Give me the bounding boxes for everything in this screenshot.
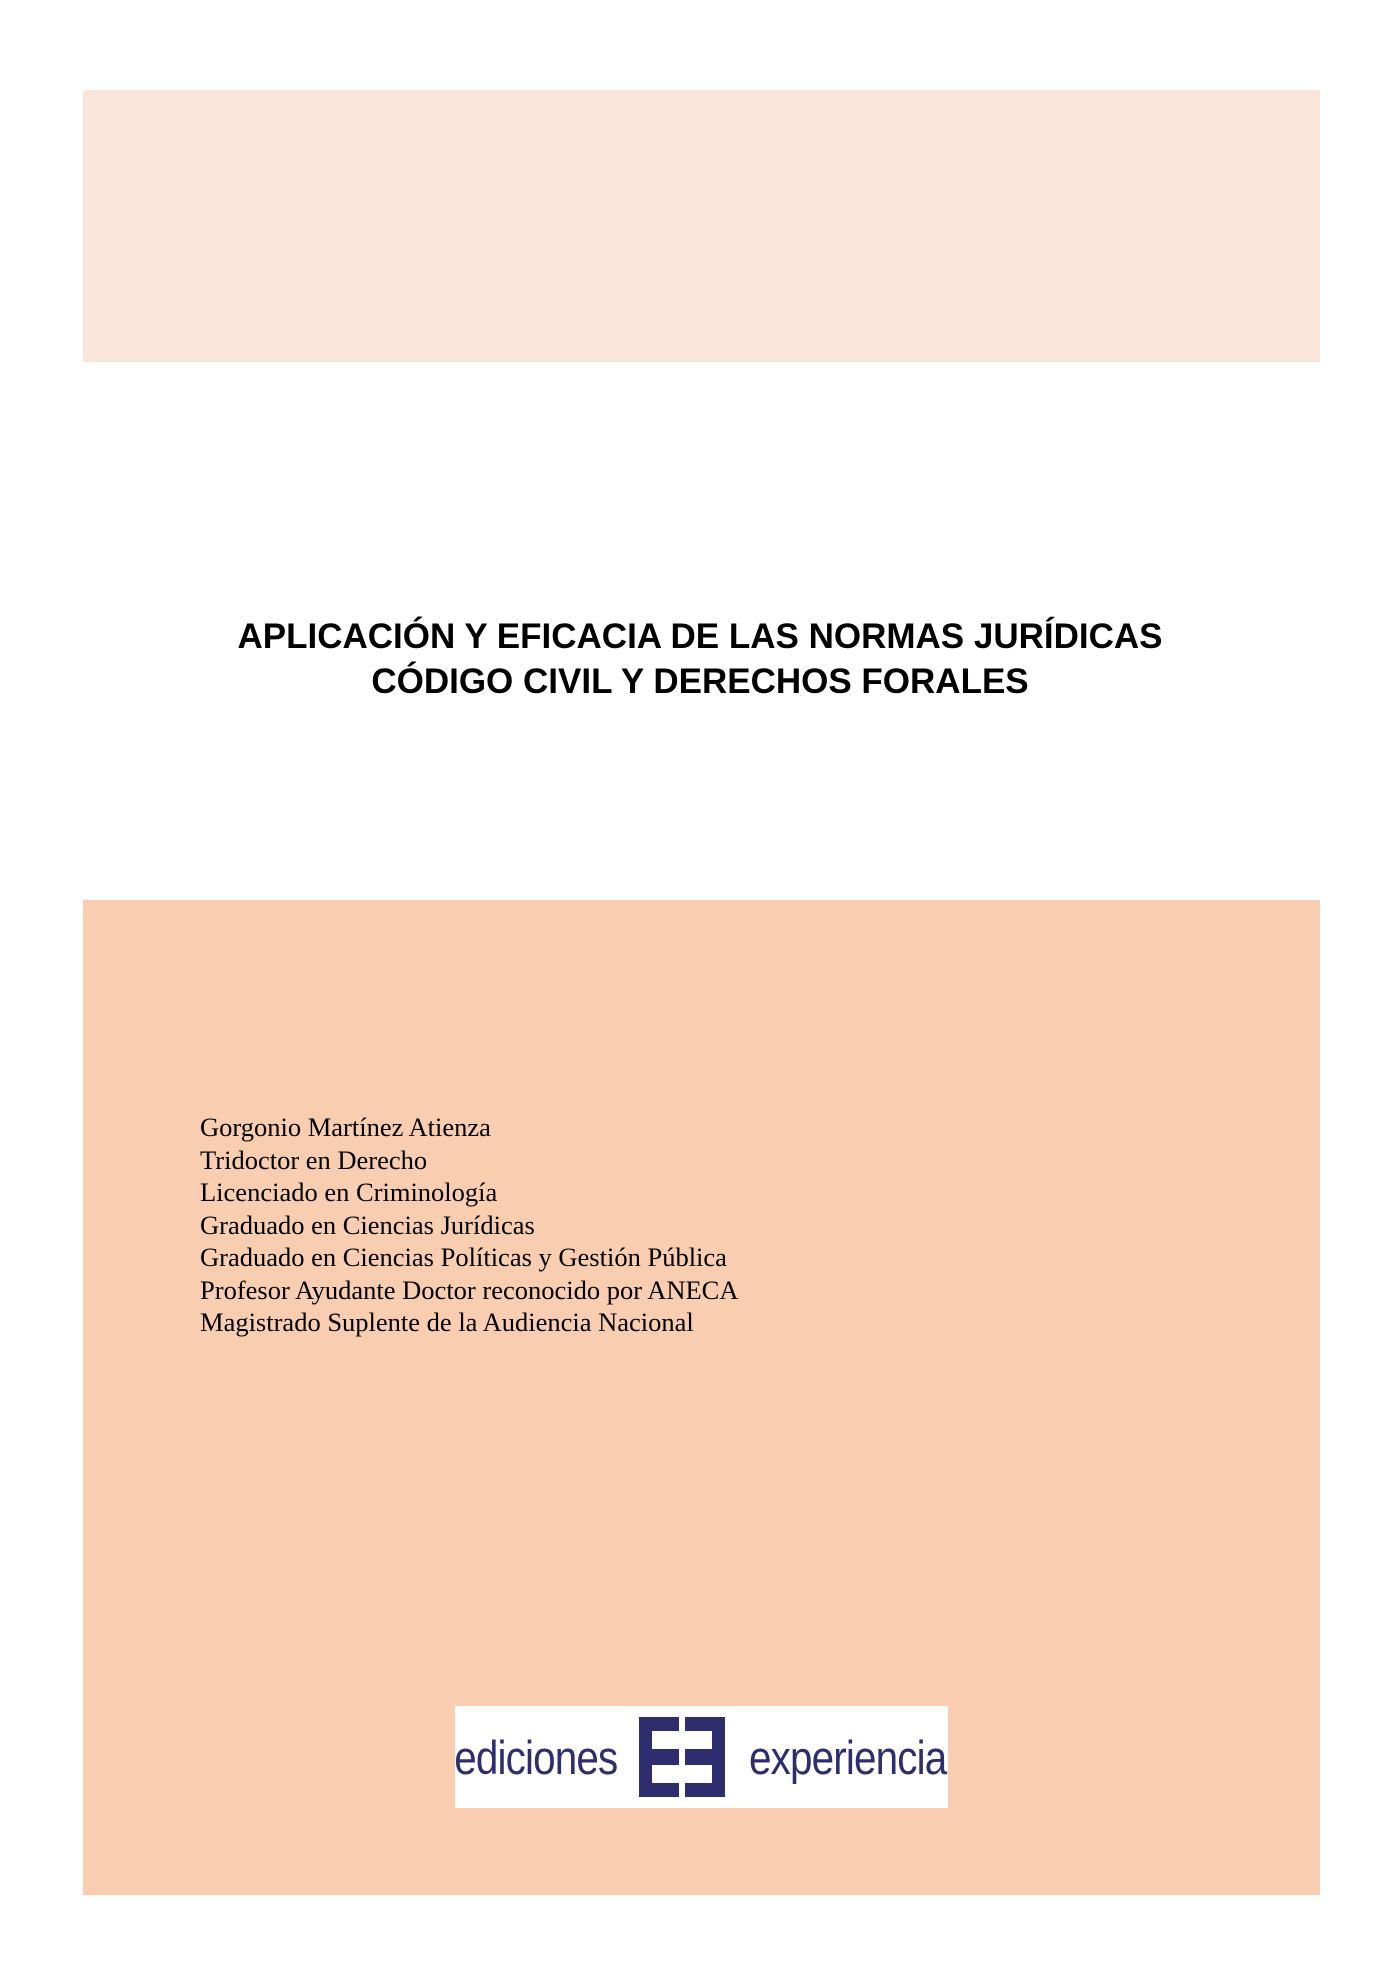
logo-word-experiencia: experiencia bbox=[748, 1730, 946, 1784]
left-e-icon bbox=[639, 1717, 679, 1797]
book-title bbox=[0, 614, 1400, 704]
author-credential: Magistrado Suplente de la Audiencia Nacional bbox=[200, 1307, 694, 1337]
author-credential: Profesor Ayudante Doctor reconocido por ANECA bbox=[200, 1274, 739, 1305]
title-line-2: CÓDIGO CIVIL Y DERECHOS FORALES bbox=[371, 662, 1029, 701]
author-credential: Graduado en Ciencias Políticas y Gestión Pública bbox=[200, 1242, 727, 1272]
author-name: Gorgonio Martínez Atienza bbox=[200, 1112, 491, 1142]
title-line-1: APLICACIÓN Y EFICACIA DE LAS NORMAS JURÍDICAS bbox=[237, 617, 1163, 656]
author-credential: Graduado en Ciencias Jurídicas bbox=[200, 1209, 535, 1240]
author-credentials bbox=[200, 1111, 739, 1339]
top-decorative-band bbox=[83, 90, 1320, 362]
e-e-logo-icon bbox=[639, 1717, 725, 1797]
right-e-icon bbox=[685, 1717, 725, 1797]
publisher-logo bbox=[455, 1706, 948, 1808]
logo-word-ediciones: ediciones bbox=[454, 1730, 618, 1784]
author-credential: Tridoctor en Derecho bbox=[200, 1144, 428, 1175]
author-credential: Licenciado en Criminología bbox=[200, 1177, 498, 1207]
